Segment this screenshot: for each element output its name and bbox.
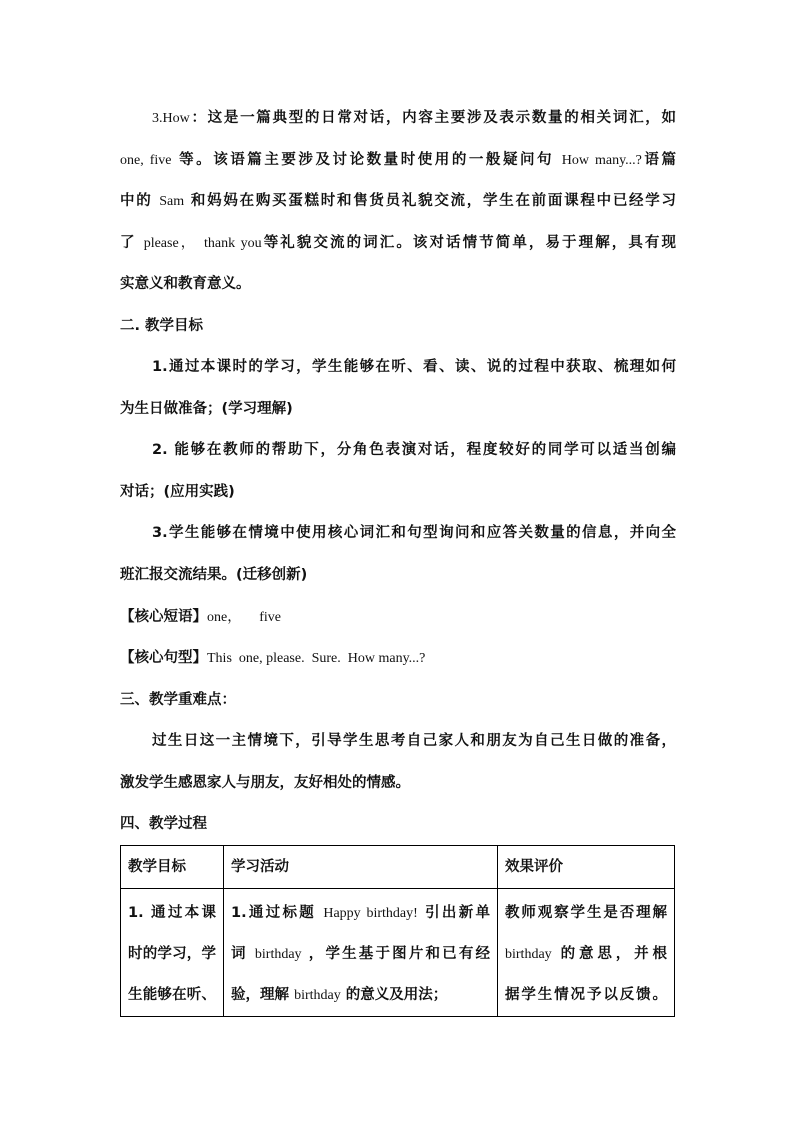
text-segment: 引出新单 bbox=[425, 905, 490, 921]
paragraph-how-line-4 bbox=[120, 233, 676, 254]
text-segment: ，学生基于图片和已有经 bbox=[308, 946, 491, 962]
text-segment: 1.通过标题 bbox=[231, 905, 317, 921]
core-words bbox=[120, 607, 676, 628]
core-sentence-text: This one, please. Sure. How many...? bbox=[207, 651, 426, 666]
cell-line bbox=[231, 934, 490, 975]
character-name: Sam bbox=[159, 194, 185, 209]
text-segment: 中的 bbox=[120, 193, 153, 209]
english-word: birthday bbox=[505, 947, 552, 962]
core-word: five bbox=[259, 610, 281, 625]
polite-word: thank you bbox=[203, 236, 262, 251]
core-word: one， bbox=[207, 610, 242, 625]
paragraph-how-line-5: 实意义和教育意义。 bbox=[120, 276, 251, 292]
table-cell-activity bbox=[224, 889, 498, 1017]
goal-2-line-1: 2. 能够在教师的帮助下，分角色表演对话，程度较好的同学可以适当创编 bbox=[152, 442, 676, 458]
text-segment: 等。该语篇主要涉及讨论数量时使用的一般疑问句 bbox=[179, 152, 555, 168]
text-segment: 的意义及用法； bbox=[345, 987, 448, 1003]
english-word: birthday bbox=[254, 947, 302, 962]
text-segment: 词 bbox=[231, 946, 248, 962]
paragraph-how-line-1 bbox=[152, 108, 676, 129]
key-points-line-1: 过生日这一主情境下，引导学生思考自己家人和朋友为自己生日做的准备， bbox=[152, 733, 676, 749]
cell-line: 据学生情况予以反馈。 bbox=[505, 987, 667, 1003]
cell-line: 1. 通过本课 bbox=[128, 905, 216, 921]
goal-3-line-2: 班汇报交流结果。(迁移创新) bbox=[120, 567, 308, 583]
text-segment: 语篇 bbox=[641, 152, 676, 168]
teaching-process-table bbox=[120, 845, 675, 1017]
polite-word: please， bbox=[143, 236, 197, 251]
vocab-example: one, five bbox=[120, 153, 172, 168]
core-sentences-label: 【核心句型】 bbox=[120, 650, 207, 666]
table-cell-goal bbox=[121, 889, 224, 1017]
text-segment: 等礼貌交流的词汇。该对话情节简单，易于理解，具有现 bbox=[261, 235, 676, 251]
table-row bbox=[121, 889, 675, 1017]
cell-line bbox=[231, 893, 490, 934]
text-segment: 和妈妈在购买蛋糕时和售货员礼貌交流，学生在前面课程中已经学习 bbox=[190, 193, 676, 209]
core-sentences bbox=[120, 648, 676, 669]
text-segment: ：这是一篇典型的日常对话，内容主要涉及表示数量的相关词汇，如 bbox=[189, 110, 676, 126]
goal-1-line-2: 为生日做准备；(学习理解) bbox=[120, 401, 293, 417]
table-header-cell: 教学目标 bbox=[121, 846, 224, 889]
section-heading-key-points: 三、教学重难点： bbox=[120, 692, 236, 708]
paragraph-how-line-3 bbox=[120, 191, 676, 212]
cell-line: 教师观察学生是否理解 bbox=[505, 905, 667, 921]
question-pattern: How many...? bbox=[561, 153, 642, 168]
text-segment: 了 bbox=[120, 235, 137, 251]
text-segment: 的意思，并根 bbox=[560, 946, 667, 962]
goal-1-line-1: 1.通过本课时的学习，学生能够在听、看、读、说的过程中获取、梳理如何 bbox=[152, 359, 676, 375]
table-header-row bbox=[121, 846, 675, 889]
core-words-label: 【核心短语】 bbox=[120, 609, 207, 625]
table-header-cell: 学习活动 bbox=[224, 846, 498, 889]
cell-line: 时的学习，学 bbox=[128, 946, 216, 962]
table-header-cell: 效果评价 bbox=[498, 846, 675, 889]
paragraph-how-line-2 bbox=[120, 150, 676, 171]
english-word: birthday bbox=[294, 988, 341, 1003]
section-heading-process: 四、教学过程 bbox=[120, 816, 207, 832]
table-cell-evaluation bbox=[498, 889, 675, 1017]
key-points-line-2: 激发学生感恩家人与朋友，友好相处的情感。 bbox=[120, 775, 410, 791]
cell-line: 生能够在听、 bbox=[128, 987, 216, 1003]
goal-3-line-1: 3.学生能够在情境中使用核心词汇和句型询问和应答关数量的信息，并向全 bbox=[152, 525, 676, 541]
cell-line bbox=[505, 934, 667, 975]
english-phrase: Happy birthday! bbox=[323, 906, 418, 921]
text-segment: 验，理解 bbox=[231, 987, 289, 1003]
section-heading-goals: 二. 教学目标 bbox=[120, 318, 204, 334]
goal-2-line-2: 对话；(应用实践) bbox=[120, 484, 235, 500]
cell-line bbox=[231, 975, 490, 1016]
lesson-title-how: 3.How bbox=[152, 111, 190, 126]
